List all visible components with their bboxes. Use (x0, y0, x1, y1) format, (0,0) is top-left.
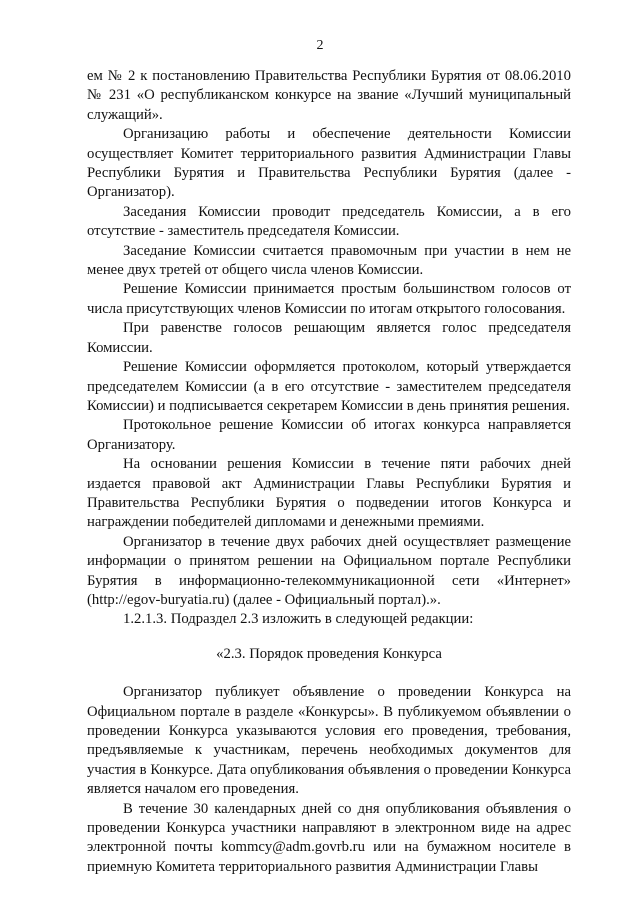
document-body (87, 67, 571, 877)
paragraph-protocol: Решение Комиссии оформляется протоколом, который утверждается председателем Комиссии (а в его отсутствие - заместителем председателя Комиссии) и подписывается секретарем Комиссии в день принятия решения. (87, 359, 571, 414)
paragraph-submission: В течение 30 календарных дней со дня опубликования объявления о проведении Конкурса участники направляют в электронном виде на адрес электронной почты kommcy@adm.govrb.ru или на бумажном носителе в приемную Комитета территориального развития Администрации Главы (87, 800, 571, 875)
paragraph-quorum: Заседание Комиссии считается правомочным при участии в нем не менее двух третей от общего числа членов Комиссии. (87, 242, 571, 279)
paragraph-announcement: Организатор публикует объявление о проведении Конкурса на Официальном портале в разделе «Конкурсы». В публикуемом объявлении о проведении Конкурса указываются условия его проведения, требования, предъявляемые к участникам, перечень необходимых документов для участия в Конкурсе. Дата опубликования объявления о проведении Конкурса является началом его проведения. (87, 684, 571, 798)
paragraph-legal-act: На основании решения Комиссии в течение пяти рабочих дней издается правовой акт Администрации Главы Республики Бурятия и Правительства Республики Бурятия о подведении итогов Конкурса и награждении победителей дипломами и денежными премиями. (87, 456, 571, 531)
paragraph-protocol-sent: Протокольное решение Комиссии об итогах конкурса направляется Организатору. (87, 417, 571, 453)
paragraph-decision-majority: Решение Комиссии принимается простым большинством голосов от числа присутствующих членов Комиссии по итогам открытого голосования. (87, 281, 571, 317)
paragraph-publication: Организатор в течение двух рабочих дней осуществляет размещение информации о принятом решении на Официальном портале Республики Бурятия в информационно-телекоммуникационной сети «Интернет» (http://egov-buryatia.ru) (далее - Официальный портал).». (87, 533, 571, 608)
paragraph-decree-reference: ем № 2 к постановлению Правительства Республики Бурятия от 08.06.2010 № 231 «О республиканском конкурсе на звание «Лучший муниципальный служащий». (87, 68, 571, 123)
paragraph-subsection-change: 1.2.1.3. Подраздел 2.3 изложить в следующей редакции: (123, 611, 474, 628)
paragraph-meetings-chair: Заседания Комиссии проводит председатель Комиссии, а в его отсутствие - заместитель председателя Комиссии. (87, 203, 571, 240)
page-number: 2 (316, 38, 324, 53)
paragraph-tie-vote: При равенстве голосов решающим является голос председателя Комиссии. (87, 320, 571, 356)
paragraph-organizer: Организацию работы и обеспечение деятельности Комиссии осуществляет Комитет территориального развития Администрации Главы Республики Бурятия и Правительства Республики Бурятия (далее - Организатор). (87, 126, 571, 201)
section-heading: «2.3. Порядок проведения Конкурса (216, 645, 442, 662)
